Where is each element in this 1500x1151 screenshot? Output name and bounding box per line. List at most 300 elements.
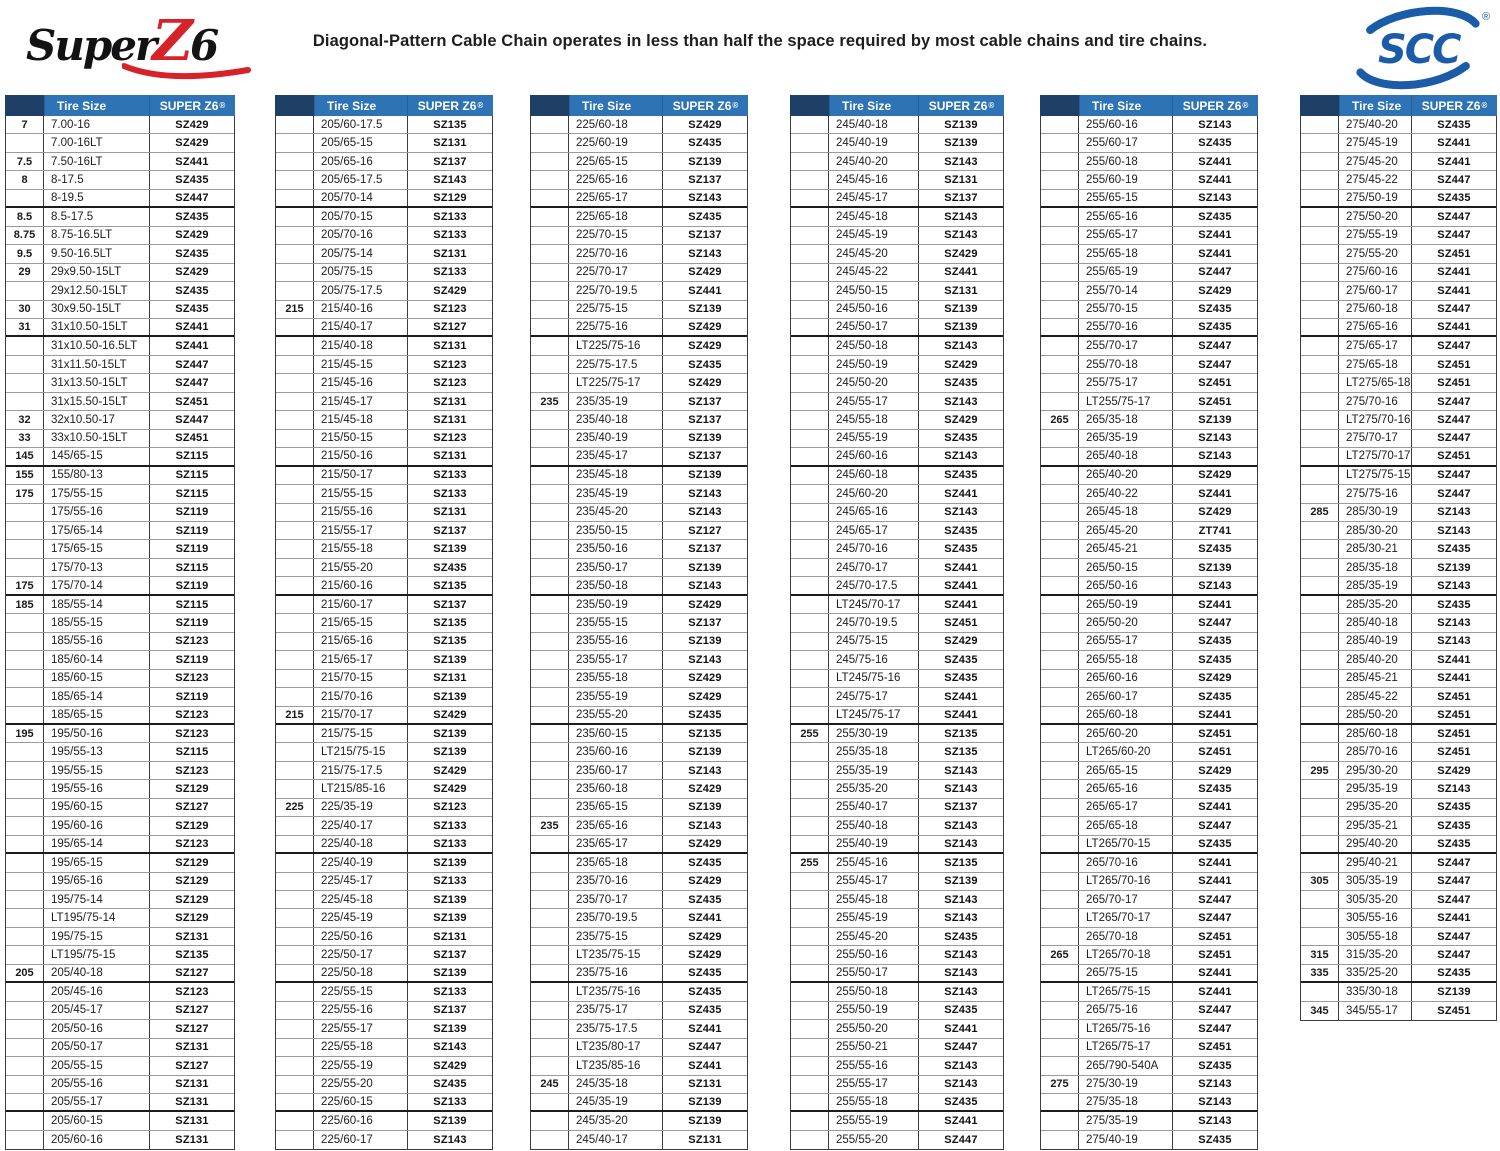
table-row (276, 116, 492, 134)
part-number-cell: SZ143 (1198, 450, 1232, 463)
part-number-cell: SZ441 (944, 690, 978, 703)
tire-size-cell: 195/65-16 (44, 873, 150, 890)
group-cell (276, 1002, 314, 1019)
table-row (791, 1002, 1003, 1020)
part-number-cell: SZ143 (944, 450, 978, 463)
group-cell (276, 946, 314, 963)
group-cell: 265 (1041, 411, 1079, 428)
table-row (276, 134, 492, 152)
group-cell (531, 780, 569, 797)
table-row (276, 1039, 492, 1057)
group-cell (276, 448, 314, 464)
table-row (276, 1131, 492, 1149)
group-cell (276, 522, 314, 539)
table-row (1041, 264, 1257, 282)
table-row (276, 799, 492, 817)
part-number-cell: SZ441 (175, 340, 209, 353)
tire-size-cell: 265/70-17 (1079, 891, 1173, 908)
group-cell (791, 928, 829, 945)
part-number-cell: SZ131 (433, 247, 467, 260)
tire-size-cell: 255/70-16 (1079, 319, 1173, 335)
group-cell (276, 614, 314, 631)
tire-size-cell: 255/65-17 (1079, 227, 1173, 244)
tire-size-cell: 205/55-17 (44, 1094, 150, 1110)
tire-size-cell: 255/60-19 (1079, 171, 1173, 188)
table-row (791, 873, 1003, 891)
tire-size-cell: 245/50-16 (829, 301, 919, 318)
table-row (791, 946, 1003, 964)
brand-super-text: Super (26, 21, 156, 70)
group-cell (276, 393, 314, 410)
part-number-cell: SZ435 (1437, 801, 1471, 814)
group-cell (6, 1131, 44, 1149)
part-number-cell: SZ451 (1437, 247, 1471, 260)
part-number-cell: SZ139 (688, 746, 722, 759)
group-cell (791, 301, 829, 318)
group-cell (531, 411, 569, 428)
table-row (791, 337, 1003, 355)
part-number-cell: SZ447 (1198, 893, 1232, 906)
tire-size-cell: 215/70-15 (314, 670, 408, 687)
tire-size-cell: 31x10.50-16.5LT (44, 337, 150, 354)
part-number-cell: SZ447 (1437, 340, 1471, 353)
table-row (276, 873, 492, 891)
part-number-cell: SZ129 (175, 819, 209, 832)
group-cell (6, 633, 44, 650)
group-cell (1301, 356, 1339, 373)
tire-size-cell: 245/50-20 (829, 374, 919, 391)
tire-size-cell: 245/50-15 (829, 282, 919, 299)
table-row (1301, 688, 1496, 706)
table-row (276, 762, 492, 780)
part-number-cell: SZ143 (1198, 1115, 1232, 1128)
tire-size-cell: 225/50-17 (314, 946, 408, 963)
table-row (531, 264, 747, 282)
table-row (6, 965, 234, 983)
tire-size-cell: 265/40-22 (1079, 485, 1173, 502)
tire-size-cell: 255/40-19 (829, 836, 919, 852)
part-number-cell: SZ429 (1198, 284, 1232, 297)
part-number-cell: SZ429 (1198, 672, 1232, 685)
tire-size-cell: 235/50-18 (569, 577, 663, 593)
group-cell (531, 799, 569, 816)
part-number-cell: SZ429 (175, 137, 209, 150)
table-row (531, 208, 747, 226)
group-cell (531, 965, 569, 981)
table-row (6, 909, 234, 927)
group-cell (1041, 1131, 1079, 1149)
part-number-cell: SZ451 (1198, 746, 1232, 759)
group-cell: 215 (276, 707, 314, 723)
table-row (531, 171, 747, 189)
group-cell (791, 411, 829, 428)
group-cell (791, 633, 829, 650)
part-number-cell: SZ435 (1437, 598, 1471, 611)
part-number-cell: SZ441 (1198, 174, 1232, 187)
group-cell (791, 909, 829, 926)
tire-size-cell: 255/40-18 (829, 817, 919, 834)
part-number-cell: SZ139 (433, 690, 467, 703)
table-row (276, 337, 492, 355)
table-row (1301, 337, 1496, 355)
group-cell (791, 596, 829, 613)
tire-size-cell: LT275/70-17 (1339, 448, 1412, 464)
tire-size-cell: 285/40-19 (1339, 633, 1412, 650)
size-chart-table-6 (1300, 95, 1497, 1021)
group-cell (1041, 836, 1079, 852)
tire-size-cell: 225/55-17 (314, 1020, 408, 1037)
part-number-cell: SZ143 (944, 340, 978, 353)
table-row (1041, 670, 1257, 688)
group-cell (531, 282, 569, 299)
tire-size-cell: 245/35-19 (569, 1094, 663, 1110)
tire-size-cell: 235/65-18 (569, 854, 663, 871)
part-number-cell: SZ129 (175, 893, 209, 906)
part-number-cell: SZ441 (944, 561, 978, 574)
tire-size-cell: 225/65-16 (569, 171, 663, 188)
part-number-cell: SZ119 (175, 543, 209, 556)
part-number-cell: SZ129 (175, 875, 209, 888)
part-number-cell: SZ441 (1437, 653, 1471, 666)
part-number-cell: SZ441 (944, 708, 978, 721)
tire-size-cell: 255/65-15 (1079, 190, 1173, 206)
group-cell (1301, 411, 1339, 428)
group-cell (276, 134, 314, 151)
group-cell (1301, 670, 1339, 687)
part-number-cell: SZ429 (175, 229, 209, 242)
tire-size-cell: 225/60-18 (569, 116, 663, 133)
group-cell (531, 854, 569, 871)
group-cell (6, 707, 44, 723)
table-row (1041, 116, 1257, 134)
table-row (1301, 356, 1496, 374)
group-cell (531, 1057, 569, 1074)
group-cell (1041, 1039, 1079, 1056)
group-cell (276, 725, 314, 742)
group-cell: 185 (6, 596, 44, 613)
group-cell (531, 1094, 569, 1110)
tire-size-cell: 215/65-15 (314, 614, 408, 631)
part-number-cell: SZ429 (944, 358, 978, 371)
tire-size-cell: 265/50-15 (1079, 559, 1173, 576)
group-cell (791, 1039, 829, 1056)
group-cell (1301, 725, 1339, 742)
group-cell (276, 374, 314, 391)
table-row (1041, 762, 1257, 780)
tire-size-cell: LT235/85-16 (569, 1057, 663, 1074)
table-row (276, 319, 492, 337)
tire-size-cell: 335/25-20 (1339, 965, 1412, 981)
tire-size-cell: 235/75-16 (569, 965, 663, 981)
group-cell (276, 688, 314, 705)
group-cell (276, 909, 314, 926)
tire-size-cell: 275/35-19 (1079, 1112, 1173, 1129)
part-number-cell: SZ135 (944, 727, 978, 740)
tire-size-cell: 275/60-17 (1339, 282, 1412, 299)
table-row (1041, 504, 1257, 522)
group-cell (791, 522, 829, 539)
group-cell (1301, 245, 1339, 262)
table-row (6, 504, 234, 522)
part-number-cell: SZ447 (1198, 340, 1232, 353)
tire-size-cell: 205/60-17.5 (314, 116, 408, 133)
group-cell (1041, 909, 1079, 926)
table-row (1301, 448, 1496, 466)
table-row (791, 116, 1003, 134)
tire-size-cell: 265/65-17 (1079, 799, 1173, 816)
table-row (531, 245, 747, 263)
table-row (6, 688, 234, 706)
tire-size-cell: 275/45-19 (1339, 134, 1412, 151)
table-row (1301, 836, 1496, 854)
part-number-cell: SZ447 (1437, 229, 1471, 242)
part-number-cell: SZ435 (1198, 543, 1232, 556)
part-number-cell: SZ143 (944, 506, 978, 519)
part-number-cell: SZ123 (175, 635, 209, 648)
tire-size-cell: 245/45-22 (829, 264, 919, 281)
part-number-cell: SZ441 (1198, 708, 1232, 721)
table-row (1041, 245, 1257, 263)
group-cell (1301, 264, 1339, 281)
tire-size-cell: 245/55-19 (829, 430, 919, 447)
super-z6-logo (26, 8, 276, 88)
group-cell (531, 743, 569, 760)
table-row (791, 208, 1003, 226)
group-cell (276, 1039, 314, 1056)
tire-size-cell: 255/50-20 (829, 1020, 919, 1037)
part-number-cell: SZ143 (944, 837, 978, 850)
part-number-cell: SZ143 (688, 247, 722, 260)
table-row (531, 522, 747, 540)
part-number-cell: SZ447 (1198, 1004, 1232, 1017)
table-row (1041, 448, 1257, 466)
group-cell (531, 208, 569, 225)
group-cell (1041, 430, 1079, 447)
table-header-row (275, 95, 493, 116)
table-row (791, 743, 1003, 761)
part-number-cell: SZ127 (433, 321, 467, 334)
part-number-cell: SZ435 (175, 303, 209, 316)
part-number-cell: SZ441 (688, 912, 722, 925)
table-body (530, 116, 748, 1150)
tire-size-cell: 345/55-17 (1339, 1002, 1412, 1020)
part-number-cell: SZ123 (433, 432, 467, 445)
tire-size-cell: 275/45-20 (1339, 153, 1412, 170)
group-cell: 285 (1301, 504, 1339, 521)
tire-size-cell: 205/65-17.5 (314, 171, 408, 188)
group-cell (1041, 633, 1079, 650)
group-cell (791, 245, 829, 262)
group-cell (791, 743, 829, 760)
part-number-cell: SZ451 (1437, 358, 1471, 371)
tire-size-cell: 245/60-16 (829, 448, 919, 464)
table-row (531, 762, 747, 780)
part-number-cell: SZ447 (1437, 893, 1471, 906)
tire-size-cell: 31x10.50-15LT (44, 319, 150, 335)
tire-size-cell: 335/30-18 (1339, 983, 1412, 1000)
group-cell: 235 (531, 817, 569, 834)
table-row (531, 411, 747, 429)
table-row (531, 577, 747, 595)
tire-size-cell: 255/70-18 (1079, 356, 1173, 373)
table-body (1300, 116, 1497, 1021)
part-number-cell: SZ441 (1198, 155, 1232, 168)
group-cell: 235 (531, 393, 569, 410)
part-number-cell: SZ429 (1198, 764, 1232, 777)
part-number-cell: SZ143 (1437, 783, 1471, 796)
part-number-cell: SZ143 (1198, 579, 1232, 592)
group-cell (531, 227, 569, 244)
table-row (531, 633, 747, 651)
table-header-row (1040, 95, 1258, 116)
tire-size-cell: 245/35-18 (569, 1076, 663, 1093)
tire-size-cell: 7.00-16LT (44, 134, 150, 151)
part-number-cell: SZ127 (175, 1059, 209, 1072)
tire-size-cell: 225/75-17.5 (569, 356, 663, 373)
tire-size-cell: 285/35-19 (1339, 577, 1412, 593)
table-row (791, 559, 1003, 577)
group-cell (1041, 116, 1079, 133)
part-number-cell: SZ435 (688, 856, 722, 869)
table-row (1041, 799, 1257, 817)
group-cell (276, 282, 314, 299)
tire-size-cell: 205/70-15 (314, 208, 408, 225)
table-row (276, 467, 492, 485)
tire-size-cell: 225/45-18 (314, 891, 408, 908)
group-cell (531, 485, 569, 502)
part-number-cell: SZ131 (433, 506, 467, 519)
tire-size-cell: 255/45-19 (829, 909, 919, 926)
part-number-cell: SZ143 (1198, 1096, 1232, 1109)
tire-size-cell: 245/45-16 (829, 171, 919, 188)
tire-size-cell: 215/75-17.5 (314, 762, 408, 779)
table-row (6, 946, 234, 964)
group-cell (531, 245, 569, 262)
table-row (6, 1112, 234, 1130)
table-row (1301, 725, 1496, 743)
group-cell (1041, 1002, 1079, 1019)
tire-size-cell: 245/75-16 (829, 651, 919, 668)
group-cell (1041, 319, 1079, 335)
tire-size-cell: 205/50-17 (44, 1039, 150, 1056)
part-number-cell: SZ451 (1437, 377, 1471, 390)
group-cell (1301, 780, 1339, 797)
tire-size-cell: 285/40-18 (1339, 614, 1412, 631)
part-number-cell: SZ139 (1198, 561, 1232, 574)
part-number-cell: SZ429 (688, 118, 722, 131)
part-number-cell: SZ429 (944, 247, 978, 260)
table-row (6, 430, 234, 448)
table-row (1041, 725, 1257, 743)
tire-size-cell: 235/50-17 (569, 559, 663, 576)
tire-size-cell: 275/75-16 (1339, 485, 1412, 502)
part-number-cell: SZ143 (1198, 1078, 1232, 1091)
part-number-cell: SZ447 (1437, 395, 1471, 408)
table-row (1041, 614, 1257, 632)
tire-size-cell: LT265/70-18 (1079, 946, 1173, 963)
column-header-tire-size: Tire Size (314, 95, 407, 116)
group-cell (1041, 282, 1079, 299)
part-number-cell: SZ135 (433, 635, 467, 648)
group-cell (531, 928, 569, 945)
group-cell: 8.75 (6, 227, 44, 244)
part-number-cell: SZ441 (1198, 875, 1232, 888)
tire-size-cell: 245/70-19.5 (829, 614, 919, 631)
tire-size-cell: 235/55-17 (569, 651, 663, 668)
group-cell (531, 670, 569, 687)
group-cell (276, 430, 314, 447)
group-cell (276, 411, 314, 428)
group-cell (1301, 891, 1339, 908)
part-number-cell: SZ131 (433, 137, 467, 150)
part-number-cell: SZ441 (1198, 229, 1232, 242)
tire-size-cell: 265/35-18 (1079, 411, 1173, 428)
part-number-cell: SZ447 (1198, 358, 1232, 371)
table-row (791, 153, 1003, 171)
column-header-super-z6: SUPER Z6 ® (407, 95, 493, 116)
table-row (6, 245, 234, 263)
group-cell (791, 707, 829, 723)
part-number-cell: SZ441 (1437, 155, 1471, 168)
part-number-cell: SZ441 (1437, 284, 1471, 297)
group-cell (1041, 725, 1079, 742)
tire-size-cell: 215/60-16 (314, 577, 408, 593)
table-row (791, 356, 1003, 374)
tire-size-cell: 275/50-20 (1339, 208, 1412, 225)
table-row (791, 688, 1003, 706)
tire-size-cell: 295/35-21 (1339, 817, 1412, 834)
table-row (1041, 1076, 1257, 1094)
part-number-cell: SZ435 (1437, 819, 1471, 832)
table-row (6, 1020, 234, 1038)
table-row (1301, 190, 1496, 208)
group-cell (6, 393, 44, 410)
tire-size-cell: 8.5-17.5 (44, 208, 150, 225)
tire-size-cell: 205/50-16 (44, 1020, 150, 1037)
tire-size-cell: LT225/75-16 (569, 337, 663, 354)
group-cell (276, 633, 314, 650)
tire-size-cell: 7.00-16 (44, 116, 150, 133)
table-row (1301, 208, 1496, 226)
tire-size-cell: 205/65-15 (314, 134, 408, 151)
part-number-cell: SZ143 (1198, 118, 1232, 131)
part-number-cell: SZ127 (175, 801, 209, 814)
tire-size-cell: 245/60-20 (829, 485, 919, 502)
group-cell (531, 559, 569, 576)
tire-size-cell: 205/65-16 (314, 153, 408, 170)
table-row (531, 134, 747, 152)
group-cell (1301, 633, 1339, 650)
tire-size-cell: LT195/75-14 (44, 909, 150, 926)
group-cell (1041, 799, 1079, 816)
table-row (6, 928, 234, 946)
tire-size-cell: 245/40-18 (829, 116, 919, 133)
table-row (791, 504, 1003, 522)
part-number-cell: SZ435 (1198, 635, 1232, 648)
tire-size-cell: 265/45-20 (1079, 522, 1173, 539)
table-row (791, 633, 1003, 651)
table-row (1301, 485, 1496, 503)
group-cell (791, 965, 829, 981)
tire-size-cell: 225/55-19 (314, 1057, 408, 1074)
group-cell (531, 264, 569, 281)
table-row (1041, 707, 1257, 725)
tire-size-cell: LT265/75-17 (1079, 1039, 1173, 1056)
part-number-cell: SZ429 (433, 1059, 467, 1072)
part-number-cell: SZ441 (688, 1022, 722, 1035)
tire-size-cell: 225/70-17 (569, 264, 663, 281)
part-number-cell: SZ435 (1198, 321, 1232, 334)
